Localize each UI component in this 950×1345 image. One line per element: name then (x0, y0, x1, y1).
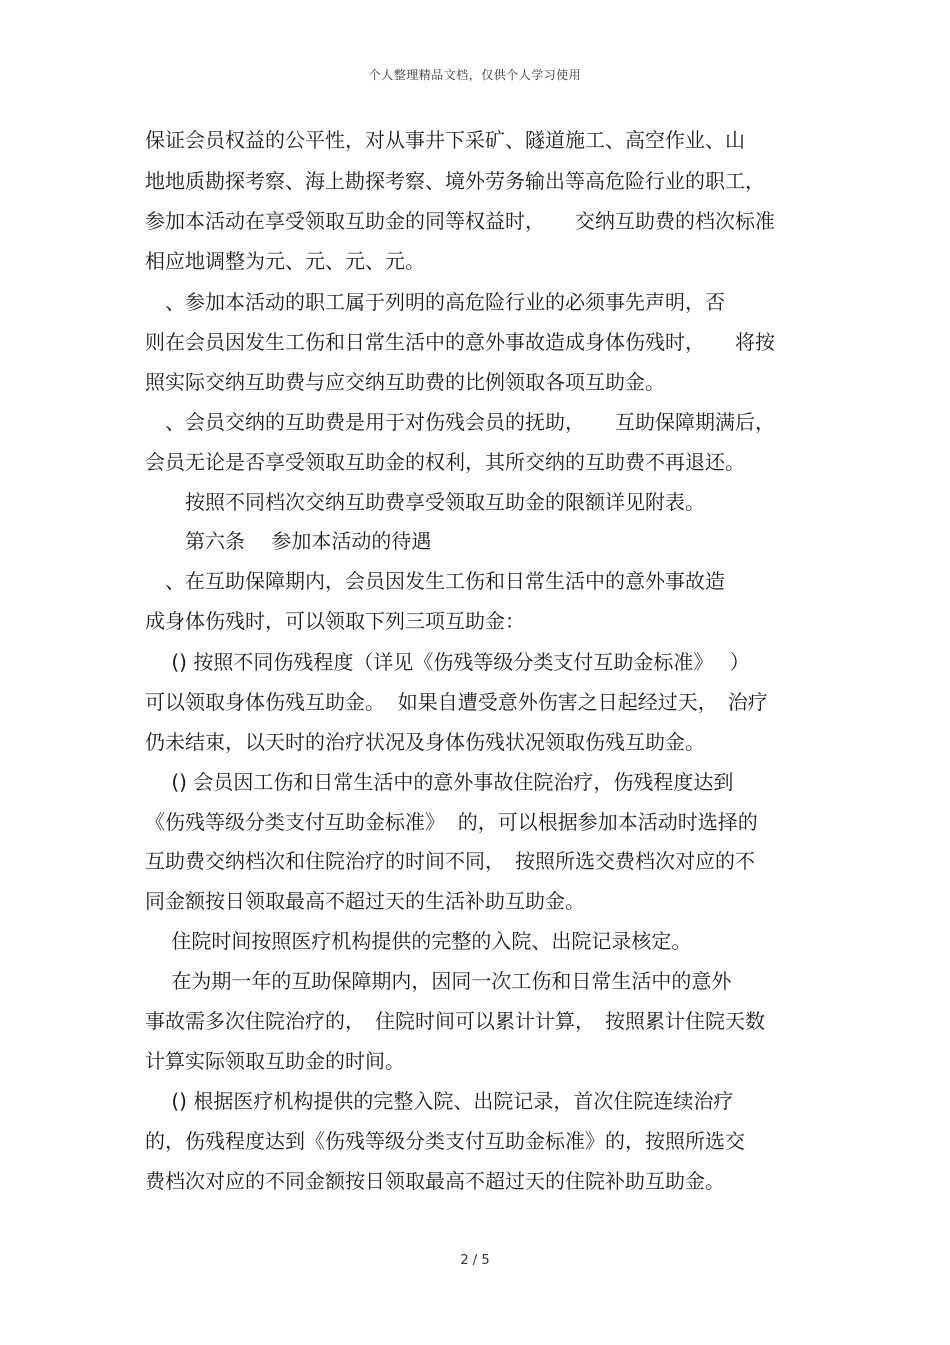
text-line: 、会员交纳的互助费是用于对伤残会员的抚助， 互助保障期满后， (145, 410, 775, 434)
text-line: 成身体伤残时，可以领取下列三项互助金： (145, 609, 525, 633)
text-line: 费档次对应的不同金额按日领取最高不超过天的住院补助互助金。 (145, 1169, 725, 1193)
text-line: 仍未结束，以天时的治疗状况及身体伤残状况领取伤残互助金。 (145, 730, 705, 754)
text-line: () 会员因工伤和日常生活中的意外事故住院治疗，伤残程度达到 (145, 770, 734, 794)
text-line: 参加本活动在享受领取互助金的同等权益时， 交纳互助费的档次标准 (145, 209, 775, 233)
text-line: () 根据医疗机构提供的完整入院、出院记录，首次住院连续治疗 (145, 1089, 734, 1113)
text-line: 计算实际领取互助金的时间。 (145, 1049, 405, 1073)
text-line: 地地质勘探考察、海上勘探考察、境外劳务输出等高危险行业的职工， (145, 169, 765, 193)
text-line: 相应地调整为元、元、元、元。 (145, 249, 425, 273)
text-line: 则在会员因发生工伤和日常生活中的意外事故造成身体伤残时， 将按 (145, 330, 775, 354)
text-line: 《伤残等级分类支付互助金标准》 的，可以根据参加本活动时选择的 (145, 810, 758, 834)
text-line: 照实际交纳互助费与应交纳互助费的比例领取各项互助金。 (145, 370, 665, 394)
text-line: 在为期一年的互助保障期内，因同一次工伤和日常生活中的意外 (145, 969, 732, 993)
text-line: 互助费交纳档次和住院治疗的时间不同， 按照所选交费档次对应的不 (145, 849, 755, 873)
text-line: () 按照不同伤残程度（详见《伤残等级分类支付互助金标准》 ） (145, 650, 750, 674)
text-line: 可以领取身体伤残互助金。 如果自遭受意外伤害之日起经过天， 治疗 (145, 690, 768, 714)
page-header: 个人整理精品文档，仅供个人学习使用 (368, 68, 582, 82)
text-line: 同金额按日领取最高不超过天的生活补助互助金。 (145, 889, 585, 913)
text-line: 保证会员权益的公平性，对从事井下采矿、隧道施工、高空作业、山 (145, 128, 745, 152)
text-line: 、参加本活动的职工属于列明的高危险行业的必须事先声明，否 (145, 290, 725, 314)
text-line: 事故需多次住院治疗的， 住院时间可以累计计算， 按照累计住院天数 (145, 1009, 765, 1033)
text-line: 会员无论是否享受领取互助金的权利，其所交纳的互助费不再退还。 (145, 450, 745, 474)
page-number: 2 / 5 (460, 1253, 490, 1268)
text-line: 的，伤残程度达到《伤残等级分类支付互助金标准》的，按照所选交 (145, 1129, 745, 1153)
text-line: 、在互助保障期内，会员因发生工伤和日常生活中的意外事故造 (145, 569, 725, 593)
text-line: 按照不同档次交纳互助费享受领取互助金的限额详见附表。 (145, 490, 705, 514)
text-line: 住院时间按照医疗机构提供的完整的入院、出院记录核定。 (145, 929, 692, 953)
section-heading: 第六条 参加本活动的待遇 (145, 529, 432, 553)
